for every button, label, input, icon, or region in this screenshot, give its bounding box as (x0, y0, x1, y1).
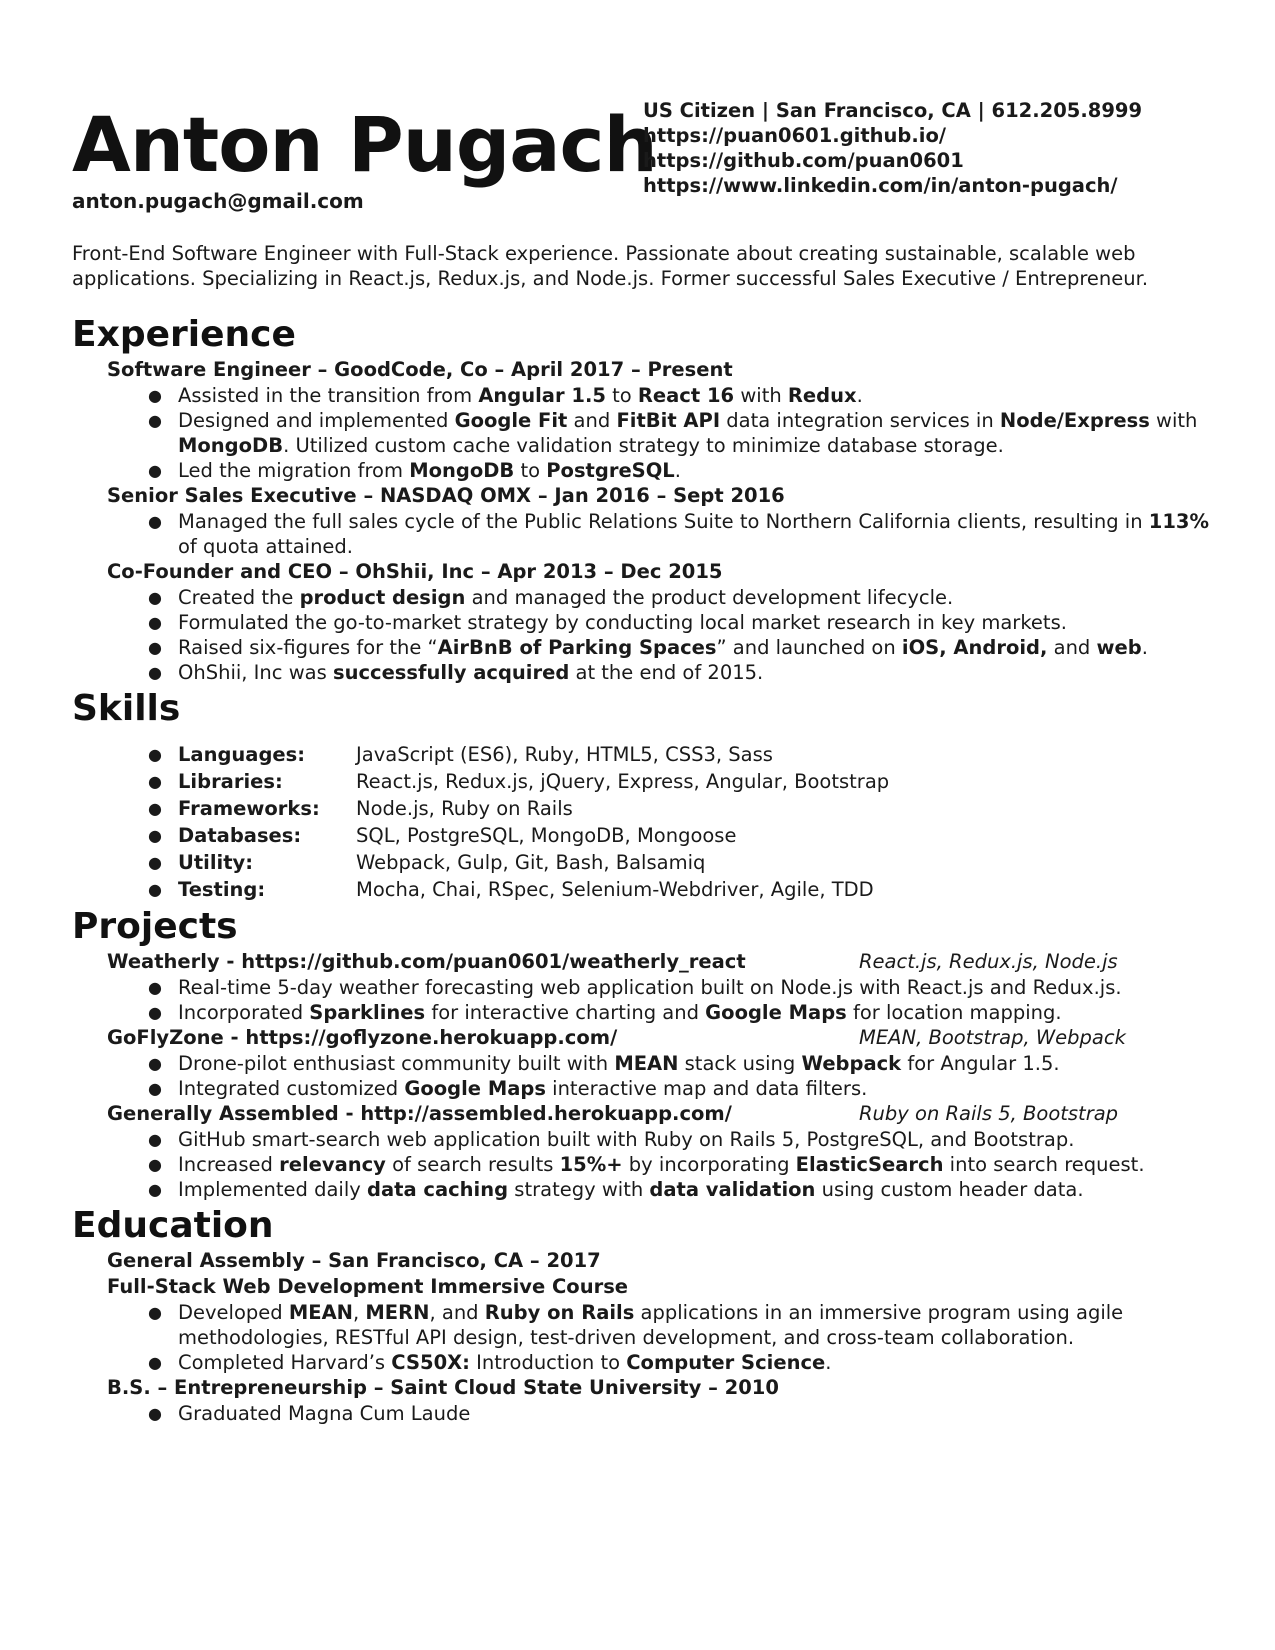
bullet-item: ● Developed MEAN, MERN, and Ruby on Rails applications in an immersive program using agile methodologies, RESTful API design, test-driven development, and cross-team collaboration. (148, 1301, 1124, 1349)
job-title: Senior Sales Executive – NASDAQ OMX – Jan 2016 – Sept 2016 (107, 484, 785, 507)
skill-row (148, 741, 1222, 768)
bullet-item: ● OhShii, Inc was successfully acquired at the end of 2015. (148, 661, 764, 684)
school-line: General Assembly – San Francisco, CA – 2017 (107, 1249, 601, 1272)
skill-row (148, 849, 1222, 876)
email-address[interactable]: anton.pugach@gmail.com (72, 189, 364, 213)
bullet-icon: ● (148, 1003, 162, 1022)
skills-section (72, 687, 1222, 903)
bullet-item: ● Raised six-figures for the “AirBnB of Parking Spaces” and launched on iOS, Android, and web. (148, 636, 1148, 659)
project-bullets (148, 1051, 1222, 1101)
skill-label: Libraries: (178, 770, 283, 793)
bold-term: relevancy (279, 1153, 386, 1176)
project-header (107, 1101, 1222, 1127)
bullet-icon: ● (148, 853, 162, 872)
skill-value: Webpack, Gulp, Git, Bash, Balsamiq (356, 851, 706, 874)
bullet-item: ● Real-time 5-day weather forecasting web application built on Node.js with React.js and Redux.js. (148, 976, 1122, 999)
bold-term: 113% (1148, 510, 1210, 533)
bold-term: Redux (787, 384, 857, 407)
section-title-experience: Experience (72, 314, 296, 355)
bullet-icon: ● (148, 1353, 162, 1372)
bullet-item: ● Managed the full sales cycle of the Public Relations Suite to Northern California clients, resulting in 113% of quota attained. (148, 510, 1210, 558)
projects-section (72, 905, 1222, 1202)
bullet-item: ● Designed and implemented Google Fit and FitBit API data integration services in Node/Express with MongoDB. Utilized custom cache validation strategy to minimize database storage. (148, 409, 1198, 457)
bold-term: data validation (649, 1178, 816, 1201)
bold-term: Google Maps (705, 1001, 847, 1024)
bold-term: Sparklines (309, 1001, 426, 1024)
project-title-link[interactable]: Generally Assembled - http://assembled.herokuapp.com/ (107, 1102, 732, 1125)
bold-term: MongoDB (409, 459, 515, 482)
bullet-icon: ● (148, 1054, 162, 1073)
bullet-item: ● Assisted in the transition from Angular 1.5 to React 16 with Redux. (148, 384, 863, 407)
bullet-item: ● Formulated the go-to-market strategy by conducting local market research in key markets. (148, 611, 1067, 634)
skill-value: SQL, PostgreSQL, MongoDB, Mongoose (356, 824, 737, 847)
bold-term: 15%+ (559, 1153, 623, 1176)
bullet-item: ● Graduated Magna Cum Laude (148, 1402, 471, 1425)
bold-term: Webpack (801, 1052, 902, 1075)
contact-block (643, 98, 1142, 198)
bullet-icon: ● (148, 1303, 162, 1322)
skills-list (148, 741, 1222, 903)
bullet-icon: ● (148, 411, 162, 430)
skill-row (148, 822, 1222, 849)
contact-line-location: US Citizen | San Francisco, CA | 612.205.8999 (643, 99, 1143, 122)
education-bullets (148, 1300, 1222, 1375)
project-bullets (148, 1127, 1222, 1202)
contact-line-linkedin[interactable]: https://www.linkedin.com/in/anton-pugach/ (643, 174, 1118, 197)
bullet-icon: ● (148, 461, 162, 480)
bullet-item: ● Drone-pilot enthusiast community built with MEAN stack using Webpack for Angular 1.5. (148, 1052, 1060, 1075)
skill-label: Languages: (178, 743, 306, 766)
bullet-item: ● Integrated customized Google Maps interactive map and data filters. (148, 1077, 868, 1100)
bullet-item: ● Completed Harvard’s CS50X: Introduction to Computer Science. (148, 1351, 832, 1374)
bullet-icon: ● (148, 638, 162, 657)
project-title-link[interactable]: Weatherly - https://github.com/puan0601/weatherly_react (107, 950, 746, 973)
skill-value: Node.js, Ruby on Rails (356, 797, 573, 820)
bold-term: Node/Express (999, 409, 1150, 432)
resume-content (72, 313, 1222, 1426)
bullet-icon: ● (148, 663, 162, 682)
candidate-name: Anton Pugach (72, 100, 657, 189)
bullet-item: ● Increased relevancy of search results 15%+ by incorporating ElasticSearch into search request. (148, 1153, 1145, 1176)
bullet-icon: ● (148, 799, 162, 818)
bullet-icon: ● (148, 826, 162, 845)
education-bullets (148, 1401, 1222, 1426)
job-bullets (148, 509, 1222, 559)
contact-line-website[interactable]: https://puan0601.github.io/ (643, 124, 946, 147)
bold-term: product design (299, 586, 466, 609)
bold-term: MERN (365, 1301, 430, 1324)
bold-term: MEAN (288, 1301, 353, 1324)
contact-line-github[interactable]: https://github.com/puan0601 (643, 149, 964, 172)
bullet-item: ● Led the migration from MongoDB to PostgreSQL. (148, 459, 681, 482)
bullet-item: ● Created the product design and managed the product development lifecycle. (148, 586, 954, 609)
project-header (107, 1025, 1222, 1051)
bullet-icon: ● (148, 613, 162, 632)
skill-label: Databases: (178, 824, 302, 847)
bullet-icon: ● (148, 1155, 162, 1174)
bullet-item: ● Implemented daily data caching strategy with data validation using custom header data. (148, 1178, 1084, 1201)
bullet-icon: ● (148, 1404, 162, 1423)
experience-section (72, 313, 1222, 685)
bold-term: successfully acquired (332, 661, 570, 684)
project-tech-stack: MEAN, Bootstrap, Webpack (859, 1026, 1126, 1049)
bold-term: MongoDB (178, 434, 284, 457)
bullet-icon: ● (148, 588, 162, 607)
skill-row (148, 795, 1222, 822)
bullet-item: ● Incorporated Sparklines for interactive charting and Google Maps for location mapping. (148, 1001, 1062, 1024)
project-tech-stack: Ruby on Rails 5, Bootstrap (859, 1102, 1119, 1125)
bold-term: CS50X: (391, 1351, 470, 1374)
bullet-icon: ● (148, 386, 162, 405)
program-line: Full-Stack Web Development Immersive Course (107, 1275, 629, 1298)
bullet-icon: ● (148, 772, 162, 791)
bullet-icon: ● (148, 745, 162, 764)
bold-term: data caching (367, 1178, 509, 1201)
bold-term: PostgreSQL (546, 459, 675, 482)
section-title-education: Education (72, 1205, 274, 1246)
bold-term: Google Fit (454, 409, 568, 432)
bold-term: MEAN (614, 1052, 679, 1075)
skill-row (148, 876, 1222, 903)
project-tech-stack: React.js, Redux.js, Node.js (859, 950, 1118, 973)
bullet-icon: ● (148, 1079, 162, 1098)
bullet-icon: ● (148, 1180, 162, 1199)
skill-value: JavaScript (ES6), Ruby, HTML5, CSS3, Sass (356, 743, 773, 766)
job-title: Co-Founder and CEO – OhShii, Inc – Apr 2013 – Dec 2015 (107, 560, 723, 583)
job-bullets (148, 585, 1222, 685)
bold-term: ElasticSearch (795, 1153, 944, 1176)
project-bullets (148, 975, 1222, 1025)
project-title-link[interactable]: GoFlyZone - https://goflyzone.herokuapp.com/ (107, 1026, 618, 1049)
skill-value: React.js, Redux.js, jQuery, Express, Angular, Bootstrap (356, 770, 890, 793)
summary-paragraph: Front-End Software Engineer with Full-Stack experience. Passionate about creating sustainable, scalable web applications. Specializing in React.js, Redux.js, and Node.js. Former successful Sales Executive / Entrepreneur. (72, 242, 1149, 290)
skill-row (148, 768, 1222, 795)
bold-term: AirBnB of Parking Spaces (437, 636, 717, 659)
bold-term: Google Maps (404, 1077, 546, 1100)
school-line: B.S. – Entrepreneurship – Saint Cloud State University – 2010 (107, 1376, 779, 1399)
bullet-icon: ● (148, 512, 162, 531)
skill-label: Testing: (178, 878, 266, 901)
bullet-icon: ● (148, 978, 162, 997)
bold-term: Angular 1.5 (478, 384, 606, 407)
bold-term: Ruby on Rails (484, 1301, 635, 1324)
bullet-icon: ● (148, 880, 162, 899)
project-header (107, 949, 1222, 975)
job-title: Software Engineer – GoodCode, Co – April 2017 – Present (107, 358, 733, 381)
job-bullets (148, 383, 1222, 483)
skill-value: Mocha, Chai, RSpec, Selenium-Webdriver, Agile, TDD (356, 878, 874, 901)
bold-term: iOS, Android, (901, 636, 1048, 659)
bold-term: web (1096, 636, 1142, 659)
bold-term: Computer Science (626, 1351, 826, 1374)
section-title-skills: Skills (72, 688, 181, 729)
skill-label: Frameworks: (178, 797, 320, 820)
skill-label: Utility: (178, 851, 254, 874)
education-section (72, 1204, 1222, 1426)
bullet-item: ● GitHub smart-search web application built with Ruby on Rails 5, PostgreSQL, and Bootstrap. (148, 1128, 1075, 1151)
bold-term: React 16 (637, 384, 735, 407)
bold-term: FitBit API (616, 409, 721, 432)
bullet-icon: ● (148, 1130, 162, 1149)
section-title-projects: Projects (72, 906, 238, 947)
